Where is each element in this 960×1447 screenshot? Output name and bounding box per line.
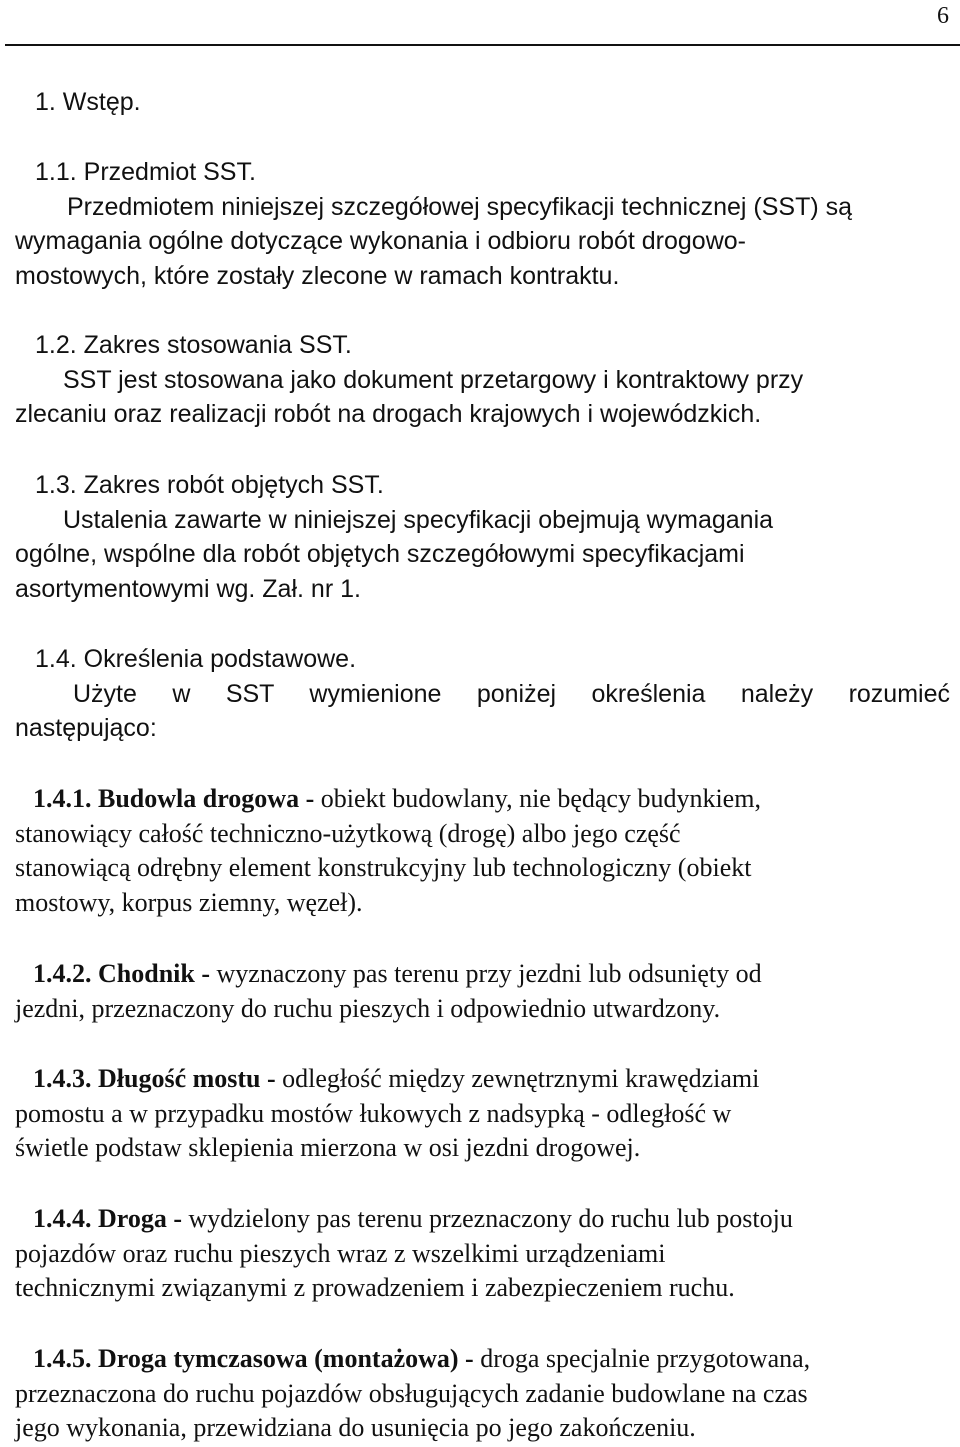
- definition-term: 1.4.4. Droga -: [33, 1204, 183, 1233]
- definition-1-4-3: [15, 1062, 945, 1166]
- definition-1-4-5: [15, 1342, 945, 1446]
- section-1-4: [15, 642, 950, 746]
- paragraph-line: Użyte w SST wymienione poniżej określenia należy rozumieć: [73, 679, 950, 708]
- paragraph-line: następująco:: [15, 714, 157, 742]
- definition-line: pomostu a w przypadku mostów łukowych z nadsypką - odległość w: [15, 1098, 732, 1128]
- definition-line: mostowy, korpus ziemny, węzeł).: [15, 887, 363, 917]
- definition-line: jezdni, przeznaczony do ruchu pieszych i odpowiednio utwardzony.: [15, 993, 721, 1023]
- definition-text: obiekt budowlany, nie będący budynkiem,: [314, 784, 761, 813]
- definition-1-4-1: [15, 782, 945, 920]
- paragraph-line: zlecaniu oraz realizacji robót na drogach krajowych i wojewódzkich.: [15, 400, 762, 428]
- definition-line: stanowiącą odrębny element konstrukcyjny lub technologiczny (obiekt: [15, 853, 752, 882]
- section-heading: 1.2. Zakres stosowania SST.: [35, 331, 352, 359]
- definition-term: 1.4.1. Budowla drogowa -: [33, 784, 315, 813]
- definition-line: stanowiący całość techniczno-użytkową (drogę) albo jego część: [15, 818, 681, 848]
- section-heading: 1.1. Przedmiot SST.: [35, 158, 256, 186]
- definition-term: 1.4.2. Chodnik -: [33, 959, 210, 988]
- paragraph-line: SST jest stosowana jako dokument przetargowy i kontraktowy przy: [63, 365, 804, 394]
- section-1-heading: [35, 85, 141, 120]
- definition-text: wyznaczony pas terenu przy jezdni lub odsunięty od: [210, 959, 762, 988]
- definition-text: wydzielony pas terenu przeznaczony do ruchu lub postoju: [182, 1204, 793, 1233]
- definition-1-4-2: [15, 957, 945, 1026]
- section-1-1: [15, 155, 935, 293]
- section-heading: 1.3. Zakres robót objętych SST.: [35, 471, 384, 499]
- paragraph-line: wymagania ogólne dotyczące wykonania i odbioru robót drogowo-: [15, 227, 746, 255]
- definition-line: świetle podstaw sklepienia mierzona w osi jezdni drogowej.: [15, 1133, 641, 1162]
- paragraph-line: mostowych, które zostały zlecone w ramach kontraktu.: [15, 261, 620, 290]
- paragraph-line: ogólne, wspólne dla robót objętych szczegółowymi specyfikacjami: [15, 540, 745, 568]
- heading-text: 1. Wstęp.: [35, 88, 141, 116]
- page-number: 6: [937, 3, 949, 29]
- definition-text: droga specjalnie przygotowana,: [473, 1344, 811, 1373]
- header-rule: [5, 44, 960, 46]
- definition-line: technicznymi związanymi z prowadzeniem i zabezpieczeniem ruchu.: [15, 1273, 735, 1302]
- section-heading: 1.4. Określenia podstawowe.: [35, 645, 357, 673]
- definition-line: pojazdów oraz ruchu pieszych wraz z wszelkimi urządzeniami: [15, 1238, 666, 1268]
- definition-term: 1.4.5. Droga tymczasowa (montażowa) -: [33, 1344, 474, 1373]
- paragraph-line: Przedmiotem niniejszej szczegółowej specyfikacji technicznej (SST) są: [67, 192, 853, 221]
- definition-1-4-4: [15, 1202, 945, 1306]
- section-1-3: [15, 468, 935, 606]
- definition-line: przeznaczona do ruchu pojazdów obsługujących zadanie budowlane na czas: [15, 1378, 808, 1408]
- definition-term: 1.4.3. Długość mostu -: [33, 1064, 276, 1093]
- section-1-2: [15, 328, 935, 432]
- paragraph-line: Ustalenia zawarte w niniejszej specyfikacji obejmują wymagania: [63, 505, 774, 534]
- paragraph-line: asortymentowymi wg. Zał. nr 1.: [15, 574, 361, 603]
- definition-line: jego wykonania, przewidziana do usunięcia po jego zakończeniu.: [15, 1413, 696, 1442]
- definition-text: odległość między zewnętrznymi krawędziami: [275, 1064, 760, 1093]
